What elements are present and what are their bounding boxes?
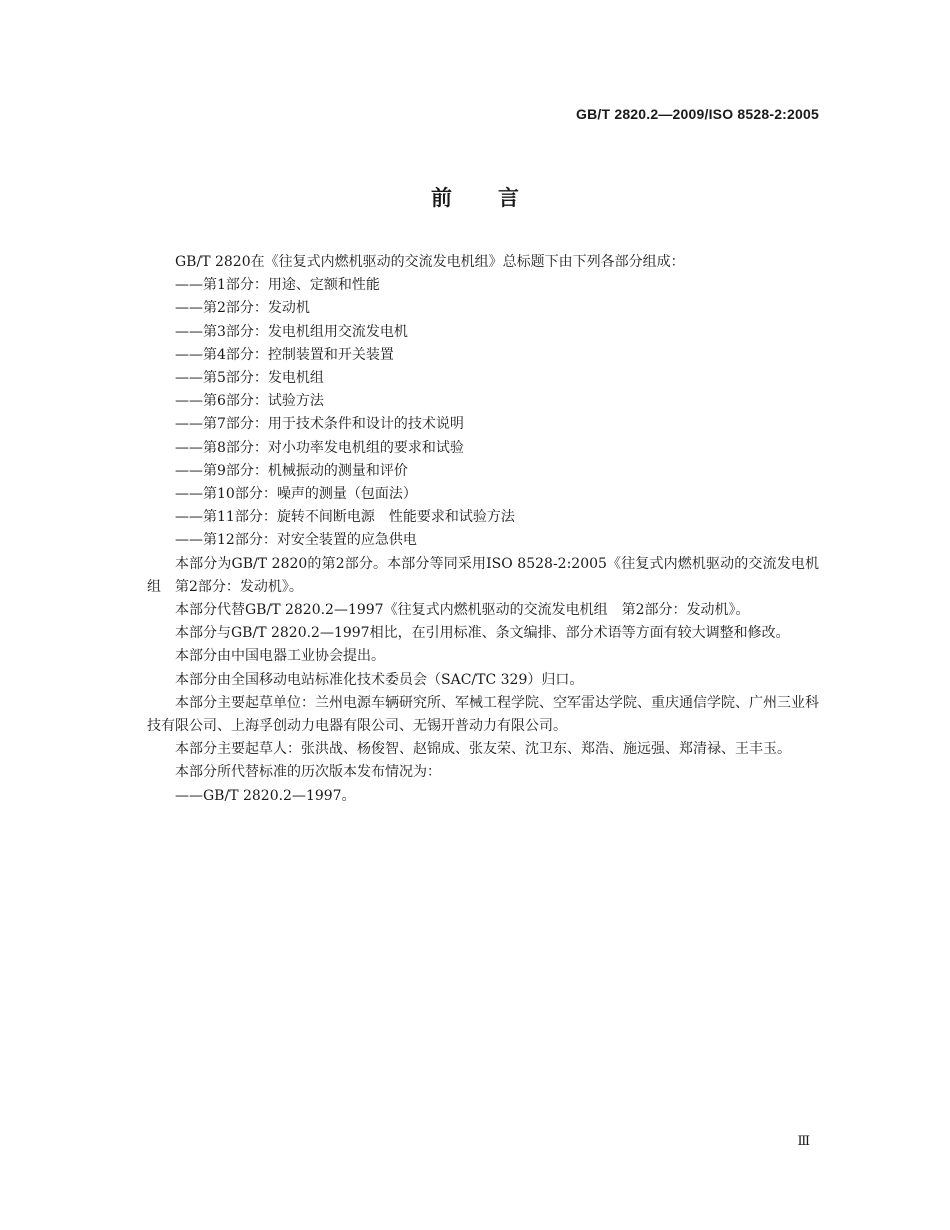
page-title: 前言 [431,186,565,210]
paragraph-previous-editions: 本部分所代替标准的历次版本发布情况为： [175,764,441,781]
list-item: ——第12部分：对安全装置的应急供电 [175,532,417,549]
page-number: Ⅲ [797,1134,810,1149]
paragraph-adoption: 本部分为GB/T 2820的第2部分。本部分等同采用ISO 8528-2:2005《往复式内燃机驱动的交流发电机组 第2部分：发动机》。 [147,555,819,595]
list-item: ——第10部分：噪声的测量（包面法） [175,486,417,503]
list-item: ——第5部分：发电机组 [175,370,324,387]
list-item: ——第11部分：旋转不间断电源 性能要求和试验方法 [175,509,515,526]
list-item: ——第7部分：用于技术条件和设计的技术说明 [175,416,464,433]
paragraph-proposed-by: 本部分由中国电器工业协会提出。 [175,648,385,665]
standard-number-header: GB/T 2820.2—2009/ISO 8528-2:2005 [576,106,819,122]
parts-list [147,274,819,552]
list-item: ——第8部分：对小功率发电机组的要求和试验 [175,439,464,456]
list-item: ——第1部分：用途、定额和性能 [175,277,380,294]
paragraph-drafters: 本部分主要起草人：张洪战、杨俊智、赵锦成、张友荣、沈卫东、郑浩、施远强、郑清禄、王丰玉。 [175,741,791,758]
paragraph-drafting-units: 本部分主要起草单位：兰州电源车辆研究所、军械工程学院、空军雷达学院、重庆通信学院、广州三业科技有限公司、上海孚创动力电器有限公司、无锡开普动力有限公司。 [147,694,819,735]
paragraph-replaces: 本部分代替GB/T 2820.2—1997《往复式内燃机驱动的交流发电机组 第2部分：发动机》。 [175,602,750,619]
list-item: ——第6部分：试验方法 [175,393,324,410]
intro-paragraph: GB/T 2820在《往复式内燃机驱动的交流发电机组》总标题下由下列各部分组成： [175,254,685,270]
paragraph-changes: 本部分与GB/T 2820.2—1997相比，在引用标准、条文编排、部分术语等方面有较大调整和修改。 [175,625,790,642]
list-item: ——GB/T 2820.2—1997。 [175,787,356,804]
list-item: ——第2部分：发动机 [175,300,310,317]
list-item: ——第3部分：发电机组用交流发电机 [175,323,408,340]
list-item: ——第9部分：机械振动的测量和评价 [175,462,408,479]
list-item: ——第4部分：控制装置和开关装置 [175,346,394,363]
foreword-body [147,251,819,808]
paragraph-centralized-by: 本部分由全国移动电站标准化技术委员会（SAC/TC 329）归口。 [175,671,584,688]
